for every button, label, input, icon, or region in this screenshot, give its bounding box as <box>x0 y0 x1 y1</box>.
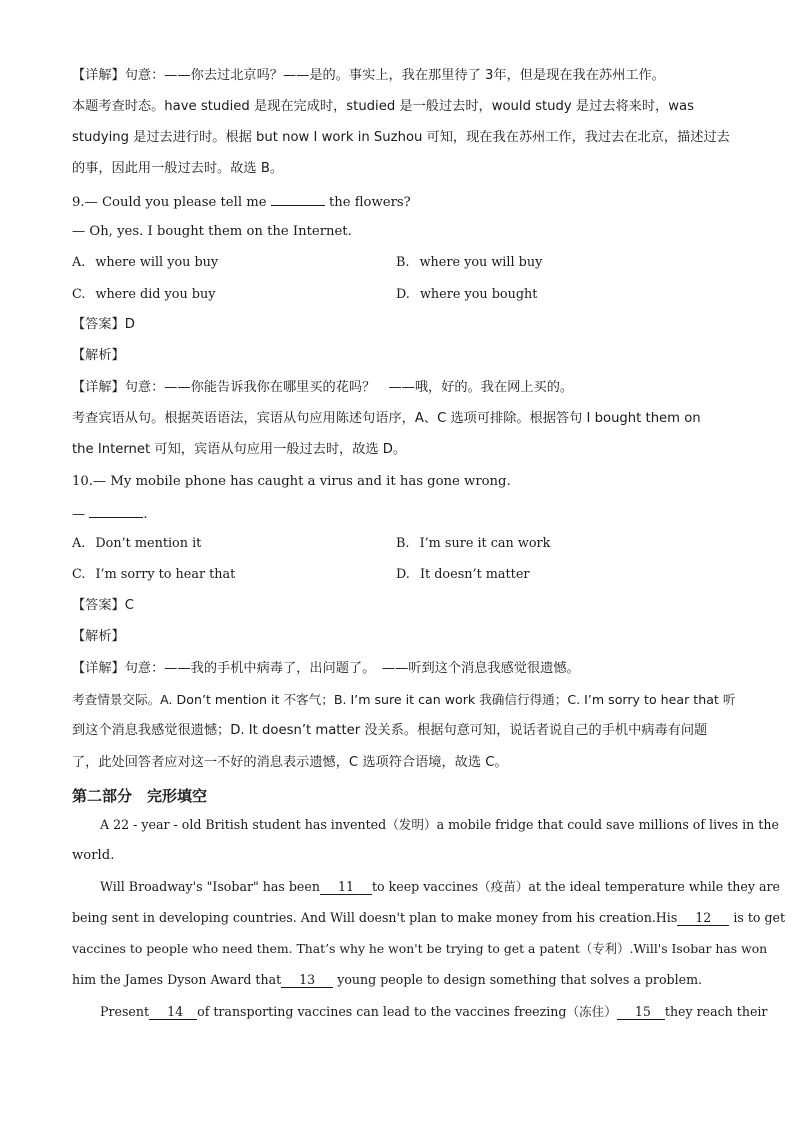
blank-13 <box>281 972 333 988</box>
passage-text: him the James Dyson Award that <box>72 972 282 987</box>
option-text: where did you buy <box>95 287 216 302</box>
option-text: where will you buy <box>95 255 219 270</box>
q9-analysis-label: 【解析】 <box>72 348 125 363</box>
option-label: C. <box>72 567 86 582</box>
passage-text: of transporting vaccines can lead to the vaccines freezing（冻住） <box>197 1004 617 1019</box>
option-text: Don’t mention it <box>95 536 202 551</box>
blank-11 <box>320 879 372 895</box>
q10-detail-line: 【详解】句意：——我的手机中病毒了，出问题了。 ——听到这个消息我感觉很遗憾。 <box>72 661 580 676</box>
blank-15 <box>617 1004 665 1020</box>
blank-number: 13 <box>299 972 316 987</box>
passage-text: they reach their <box>664 1004 768 1019</box>
q10-detail-line: 考查情景交际。A. Don’t mention it 不客气；B. I’m sure it can work 我确信行得通；C. I’m sorry to hear that 听 <box>72 692 736 707</box>
blank-number: 11 <box>337 879 354 894</box>
q8-detail-line: 【详解】句意：——你去过北京吗？——是的。事实上，我在那里待了 3年，但是现在我在苏州工作。 <box>72 68 665 83</box>
q10-stem: 10.— My mobile phone has caught a virus and it has gone wrong. <box>72 474 511 489</box>
option-label: A. <box>72 536 86 551</box>
q9-blank <box>271 192 325 206</box>
passage-text: to keep vaccines（疫苗）at the ideal temperature while they are <box>372 879 780 894</box>
q10-option-b <box>396 535 550 553</box>
q9-stem <box>72 192 411 212</box>
blank-14 <box>149 1004 197 1020</box>
passage-text: Will Broadway's "Isobar" has been <box>100 879 320 894</box>
blank-number: 15 <box>634 1004 651 1019</box>
q10-reply <box>72 504 148 524</box>
blank-number: 12 <box>695 910 712 925</box>
option-text: I’m sorry to hear that <box>95 567 236 582</box>
option-text: I’m sure it can work <box>419 536 551 551</box>
section-heading: 第二部分 完形填空 <box>72 787 208 805</box>
q9-option-b <box>396 254 542 272</box>
q9-option-c <box>72 286 215 304</box>
option-label: D. <box>396 287 410 302</box>
q10-blank <box>89 504 143 518</box>
q10-reply-dash: — <box>72 507 86 522</box>
option-text: where you will buy <box>419 255 543 270</box>
option-label: B. <box>396 536 410 551</box>
q9-stem-end: the flowers? <box>328 195 411 210</box>
q10-reply-period: . <box>143 507 148 522</box>
q9-reply: — Oh, yes. I bought them on the Internet. <box>72 224 352 239</box>
option-label: B. <box>396 255 410 270</box>
blank-12 <box>677 910 729 926</box>
option-label: A. <box>72 255 86 270</box>
q9-detail-line: 考查宾语从句。根据英语语法，宾语从句应用陈述句语序，A、C 选项可排除。根据答句 I bought them on <box>72 411 701 426</box>
q9-option-d <box>396 286 537 304</box>
q10-option-c <box>72 566 235 584</box>
passage-text: being sent in developing countries. And Will doesn't plan to make money from his creation.His <box>72 910 678 925</box>
option-label: C. <box>72 287 86 302</box>
passage-line <box>72 909 785 927</box>
q10-analysis-label: 【解析】 <box>72 629 125 644</box>
passage-text: Present <box>100 1004 150 1019</box>
passage-line: vaccines to people who need them. That’s why he won't be trying to get a patent（专利）.Will's Isobar has won <box>72 941 768 956</box>
passage-line <box>100 878 780 896</box>
q10-option-d <box>396 566 530 584</box>
q9-option-a <box>72 254 218 272</box>
q8-detail-line: 的事，因此用一般过去时。故选 B。 <box>72 161 284 176</box>
q10-answer: 【答案】C <box>72 598 134 613</box>
q9-stem-start: 9.— Could you please tell me <box>72 195 267 210</box>
q10-option-a <box>72 535 201 553</box>
q9-detail-line: the Internet 可知，宾语从句应用一般过去时，故选 D。 <box>72 442 407 457</box>
passage-text: is to get <box>733 910 786 925</box>
q9-detail-line: 【详解】句意：——你能告诉我你在哪里买的花吗？ ——哦，好的。我在网上买的。 <box>72 380 574 395</box>
option-text: where you bought <box>419 287 538 302</box>
q9-answer: 【答案】D <box>72 317 135 332</box>
blank-number: 14 <box>167 1004 184 1019</box>
option-label: D. <box>396 567 410 582</box>
q10-detail-line: 了，此处回答者应对这一不好的消息表示遗憾，C 选项符合语境，故选 C。 <box>72 755 508 770</box>
passage-line <box>72 971 702 989</box>
passage-line: world. <box>72 848 115 863</box>
q8-detail-line: studying 是过去进行时。根据 but now I work in Suzhou 可知，现在我在苏州工作，我过去在北京，描述过去 <box>72 130 730 145</box>
passage-text: young people to design something that solves a problem. <box>337 972 703 987</box>
q8-detail-line: 本题考查时态。have studied 是现在完成时，studied 是一般过去时，would study 是过去将来时，was <box>72 99 694 114</box>
passage-line <box>100 1003 767 1021</box>
passage-line: A 22 - year - old British student has invented（发明）a mobile fridge that could save millions of lives in the <box>100 817 779 832</box>
option-text: It doesn’t matter <box>419 567 530 582</box>
q10-detail-line: 到这个消息我感觉很遗憾；D. It doesn’t matter 没关系。根据句意可知，说话者说自己的手机中病毒有问题 <box>72 723 708 738</box>
